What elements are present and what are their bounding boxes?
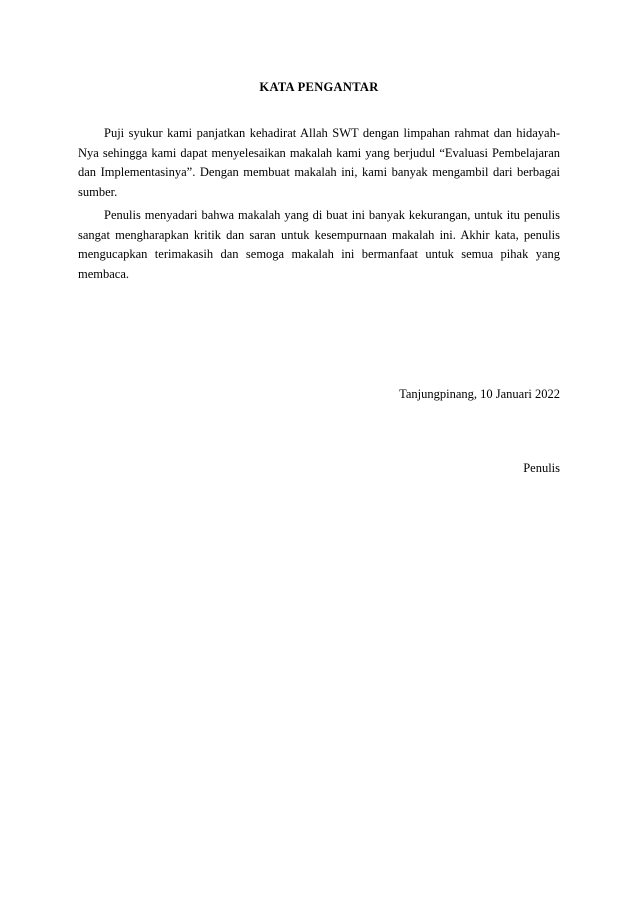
document-title: KATA PENGANTAR	[259, 80, 379, 94]
document-body	[78, 124, 560, 288]
place-date: Tanjungpinang, 10 Januari 2022	[399, 387, 560, 401]
paragraph-2: Penulis menyadari bahwa makalah yang di buat ini banyak kekurangan, untuk itu penulis sangat mengharapkan kritik dan saran untuk kesempurnaan makalah ini. Akhir kata, penulis mengucapkan terimakasih dan semoga makalah ini bermanfaat untuk semua pihak yang membaca.	[78, 208, 560, 281]
paragraph-1: Puji syukur kami panjatkan kehadirat Allah SWT dengan limpahan rahmat dan hidayah-Nya sehingga kami dapat menyelesaikan makalah kami yang berjudul “Evaluasi Pembelajaran dan Implementasinya”. Dengan membuat makalah ini, kami banyak mengambil dari berbagai sumber.	[78, 126, 560, 199]
author-signature: Penulis	[523, 461, 560, 475]
